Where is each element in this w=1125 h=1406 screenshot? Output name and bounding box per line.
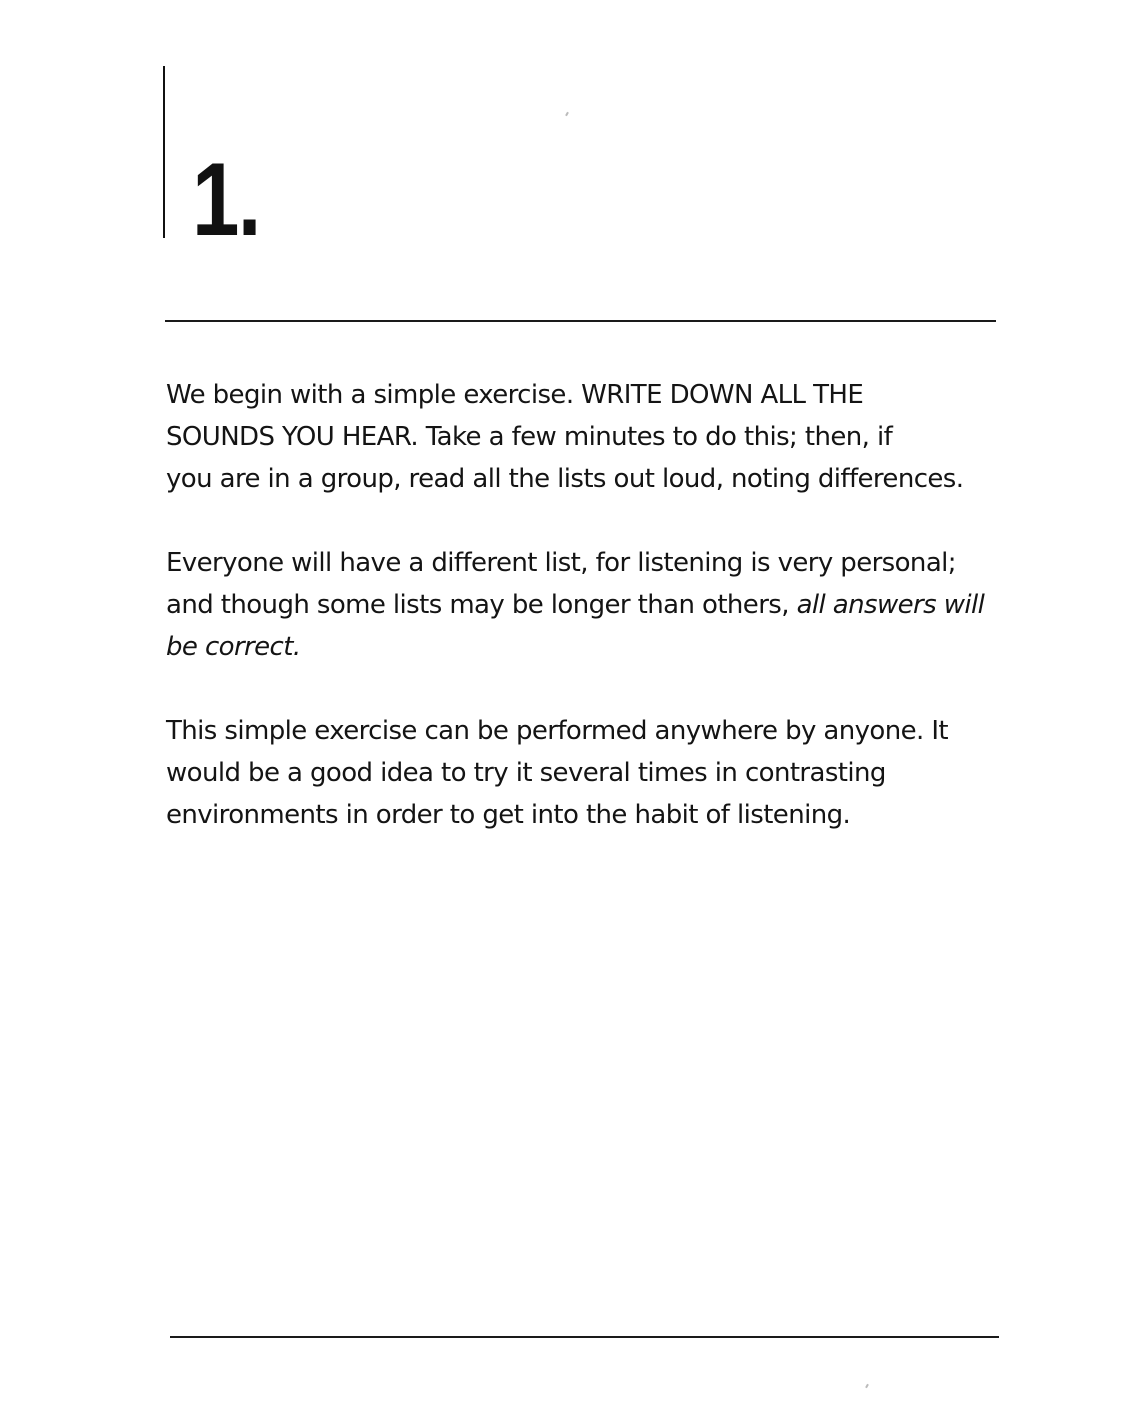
paragraph-line: environments in order to get into the habit of listening. — [166, 800, 851, 830]
paragraph-line-text: and though some lists may be longer than others, — [166, 590, 789, 620]
paragraph-line: would be a good idea to try it several times in contrasting — [166, 758, 886, 788]
paragraph-line: We begin with a simple exercise. WRITE DOWN ALL THE — [166, 380, 864, 410]
paragraph-2 — [166, 542, 1016, 668]
paragraph-3 — [166, 710, 1016, 836]
paragraph-line: you are in a group, read all the lists out loud, noting differences. — [166, 464, 964, 494]
top-horizontal-rule — [165, 320, 996, 322]
body-text — [166, 374, 1016, 878]
paragraph-line — [166, 542, 1016, 584]
bottom-horizontal-rule — [170, 1336, 999, 1338]
scan-speck — [565, 112, 569, 116]
paragraph-line — [166, 626, 1016, 668]
paragraph-line-text: Everyone will have a different list, for listening is very personal; — [166, 548, 956, 578]
italic-emphasis: all answers will — [796, 590, 985, 620]
chapter-vertical-rule — [163, 66, 165, 238]
paragraph-1 — [166, 374, 1016, 500]
exercise-number: 1. — [192, 142, 260, 258]
paragraph-line — [166, 584, 1016, 626]
paragraph-line: This simple exercise can be performed anywhere by anyone. It — [166, 716, 948, 746]
scan-speck — [865, 1384, 869, 1388]
paragraph-line: SOUNDS YOU HEAR. Take a few minutes to do this; then, if — [166, 422, 893, 452]
italic-emphasis: be correct. — [166, 632, 301, 662]
